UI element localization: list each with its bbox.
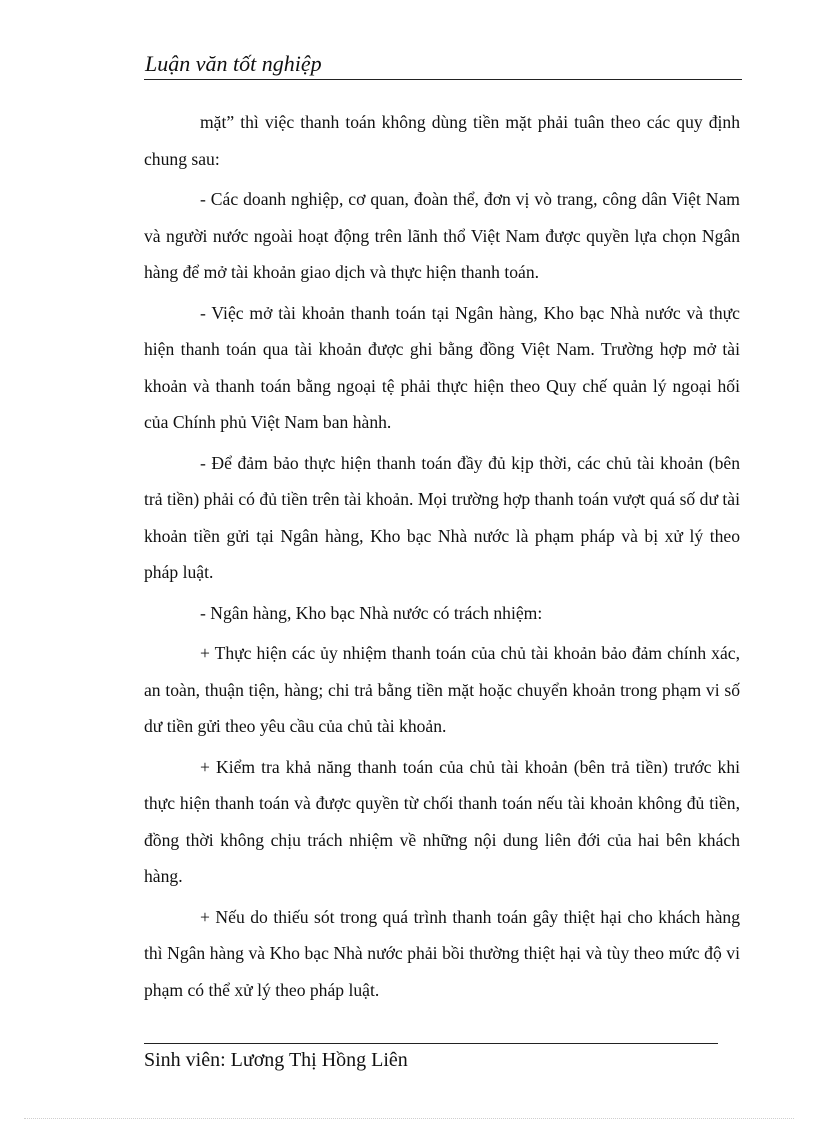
footer-rule [144,1043,718,1044]
paragraph-check-solvency: + Kiểm tra khả năng thanh toán của chủ tài khoản (bên trả tiền) trước khi thực hiện thanh toán và được quyền từ chối thanh toán nếu tài khoản không đủ tiền, đồng thời không chịu trách nhiệm về những nội dung liên đới của hai bên khách hàng. [144,756,740,886]
header-title: Luận văn tốt nghiệp [145,51,322,76]
header-rule [144,79,742,80]
paragraph-sufficient-funds: - Để đảm bảo thực hiện thanh toán đầy đủ kịp thời, các chủ tài khoản (bên trả tiền) phải có đủ tiền trên tài khoản. Mọi trường hợp thanh toán vượt quá số dư tài khoản tiền gửi tại Ngân hàng, Kho bạc Nhà nước là phạm pháp và bị xử lý theo pháp luật. [144,452,740,582]
paragraph-compensation: + Nếu do thiếu sót trong quá trình thanh toán gây thiệt hại cho khách hàng thì Ngân hàng và Kho bạc Nhà nước phải bồi thường thiệt hại và tùy theo mức độ vi phạm có thể xử lý theo pháp luật. [144,906,740,1000]
paragraph-bank-responsibilities: - Ngân hàng, Kho bạc Nhà nước có trách nhiệm: [200,602,543,623]
paragraph-bank-choice: - Các doanh nghiệp, cơ quan, đoàn thể, đơn vị vò trang, công dân Việt Nam và người nước ngoài hoạt động trên lãnh thổ Việt Nam được quyền lựa chọn Ngân hàng để mở tài khoản giao dịch và thực hiện thanh toán. [144,189,740,282]
footer-student-name: Sinh viên: Lương Thị Hồng Liên [144,1049,408,1071]
paragraph-execute-orders: + Thực hiện các ủy nhiệm thanh toán của chủ tài khoản bảo đảm chính xác, an toàn, thuận tiện, hàng; chi trả bằng tiền mặt hoặc chuyển khoản trong phạm vi số dư tiền gửi theo yêu cầu của chủ tài khoản. [144,643,740,736]
document-body [144,104,740,1012]
paragraph-account-opening: - Việc mở tài khoản thanh toán tại Ngân hàng, Kho bạc Nhà nước và thực hiện thanh toán qua tài khoản được ghi bằng đồng Việt Nam. Trường hợp mở tài khoản và thanh toán bằng ngoại tệ phải thực hiện theo Quy chế quản lý ngoại hối của Chính phủ Việt Nam ban hành. [144,302,740,432]
page-bottom-divider [24,1118,794,1119]
paragraph-payment-rules-intro: mặt” thì việc thanh toán không dùng tiền mặt phải tuân theo các quy định chung sau: [144,112,740,169]
